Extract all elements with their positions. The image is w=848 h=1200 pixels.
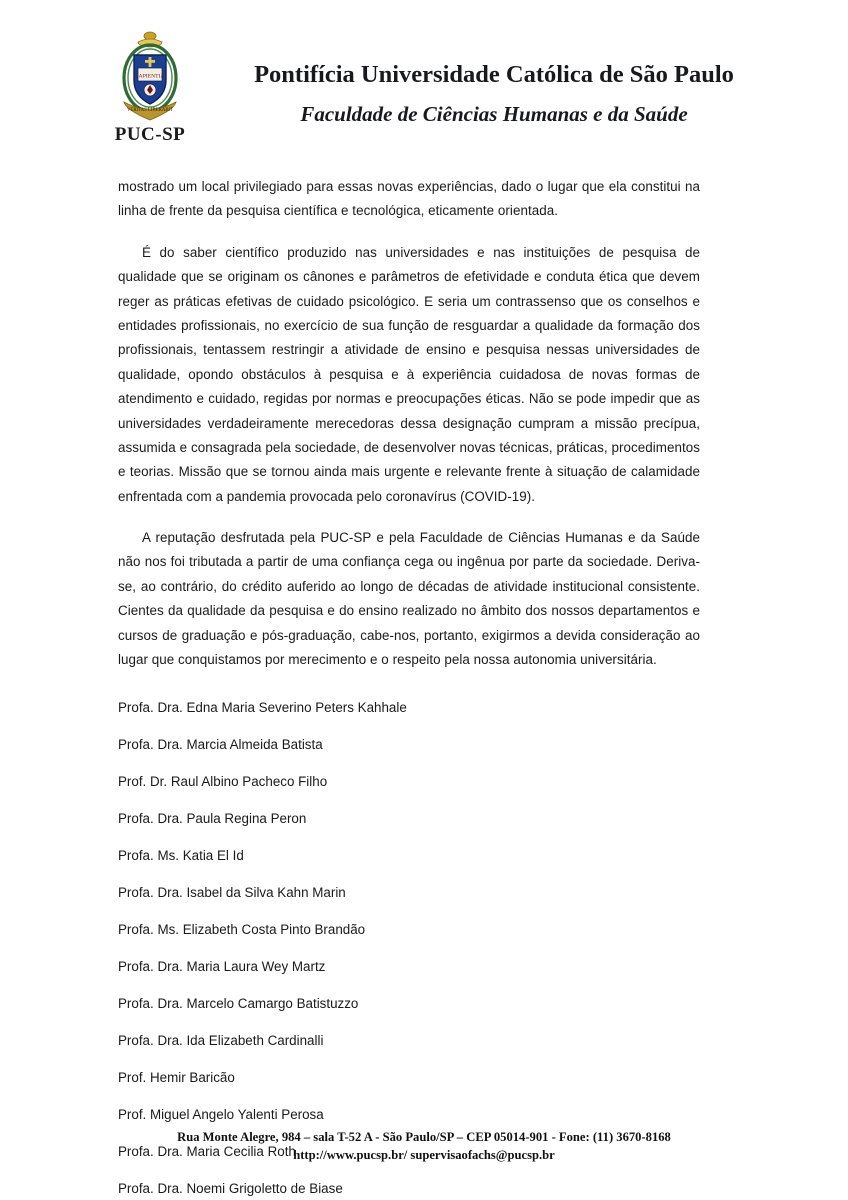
paragraph: É do saber científico produzido nas universidades e nas instituições de pesquisa de qualidade que se originam os cânones e parâmetros de efetividade e conduta ética que devem reger as práticas efetivas de cuidado psicológico. E seria um contrassenso que os conselhos e entidades profissionais, no exercício de sua função de resguardar a qualidade da formação dos profissionais, tentassem restringir a atividade de ensino e pesquisa nessas universidades de qualidade, opondo obstáculos à pesquisa e à experiência cuidadosa de novas formas de atendimento e cuidado, regidas por normas e preocupações éticas. Não se pode impedir que as universidades verdadeiramente merecedoras dessa designação cumpram a missão precípua, assumida e consagrada pela sociedade, de desenvolver novas técnicas, práticas, procedimentos e teorias. Missão que se tornou ainda mais urgente e relevante frente à situação de calamidade enfrentada com a pandemia provocada pelo coronavírus (COVID-19). — [118, 244, 700, 504]
list-item: Profa. Dra. Edna Maria Severino Peters Kahhale — [118, 700, 407, 716]
footer-contact: http://www.pucsp.br/ supervisaofachs@pucsp.br — [293, 1147, 555, 1162]
list-item: Prof. Dr. Raul Albino Pacheco Filho — [118, 774, 328, 790]
list-item: Profa. Dra. Maria Cecilia Roth — [118, 1143, 296, 1159]
document-footer — [0, 1128, 848, 1165]
list-item: Profa. Ms. Katia El Id — [118, 848, 244, 864]
list-item: Prof. Miguel Angelo Yalenti Perosa — [118, 1106, 324, 1122]
university-title: Pontifícia Universidade Católica de São Paulo — [254, 61, 734, 88]
svg-text:VERITAS LIBERABIT: VERITAS LIBERABIT — [126, 108, 174, 113]
signatory-list — [0, 689, 848, 1199]
list-item: Profa. Dra. Noemi Grigoletto de Biase — [118, 1180, 343, 1196]
list-item: Profa. Dra. Marcelo Camargo Batistuzzo — [118, 995, 359, 1011]
list-item: Profa. Ms. Elizabeth Costa Pinto Brandão — [118, 922, 366, 938]
list-item: Profa. Dra. Paula Regina Peron — [118, 811, 307, 827]
paragraph: mostrado um local privilegiado para essas novas experiências, dado o lugar que ela constitui na linha de frente da pesquisa científica e tecnológica, eticamente orientada. — [118, 179, 700, 219]
list-item: Profa. Dra. Maria Laura Wey Martz — [118, 958, 326, 974]
list-item: Profa. Dra. Ida Elizabeth Cardinalli — [118, 1032, 324, 1048]
document-body — [0, 175, 848, 672]
document-header — [0, 0, 848, 175]
paragraph: A reputação desfrutada pela PUC-SP e pela Faculdade de Ciências Humanas e da Saúde não nos foi tributada a partir de uma confiança cega ou ingênua por parte da sociedade. Deriva-se, ao contrário, do crédito auferido ao longo de décadas de atividade institucional consistente. Cientes da qualidade da pesquisa e do ensino realizado no âmbito dos nossos departamentos e cursos de graduação e pós-graduação, cabe-nos, portanto, exigirmos a devida consideração ao lugar que conquistamos por merecimento e o respeito pela nossa autonomia universitária. — [118, 530, 700, 668]
footer-address: Rua Monte Alegre, 984 – sala T-52 A - São Paulo/SP – CEP 05014-901 - Fone: (11) 3670-8168 — [177, 1129, 671, 1144]
svg-text:SAPIENTIA: SAPIENTIA — [135, 73, 165, 80]
list-item: Profa. Dra. Isabel da Silva Kahn Marin — [118, 885, 346, 901]
faculty-title: Faculdade de Ciências Humanas e da Saúde — [300, 101, 688, 126]
list-item: Profa. Dra. Marcia Almeida Batista — [118, 737, 323, 753]
puc-sp-coat-of-arms-icon — [116, 30, 184, 120]
list-item: Prof. Hemir Baricão — [118, 1069, 235, 1085]
crest-label: PUC-SP — [114, 124, 186, 145]
header-titles — [200, 30, 788, 127]
crest-block — [100, 30, 200, 146]
